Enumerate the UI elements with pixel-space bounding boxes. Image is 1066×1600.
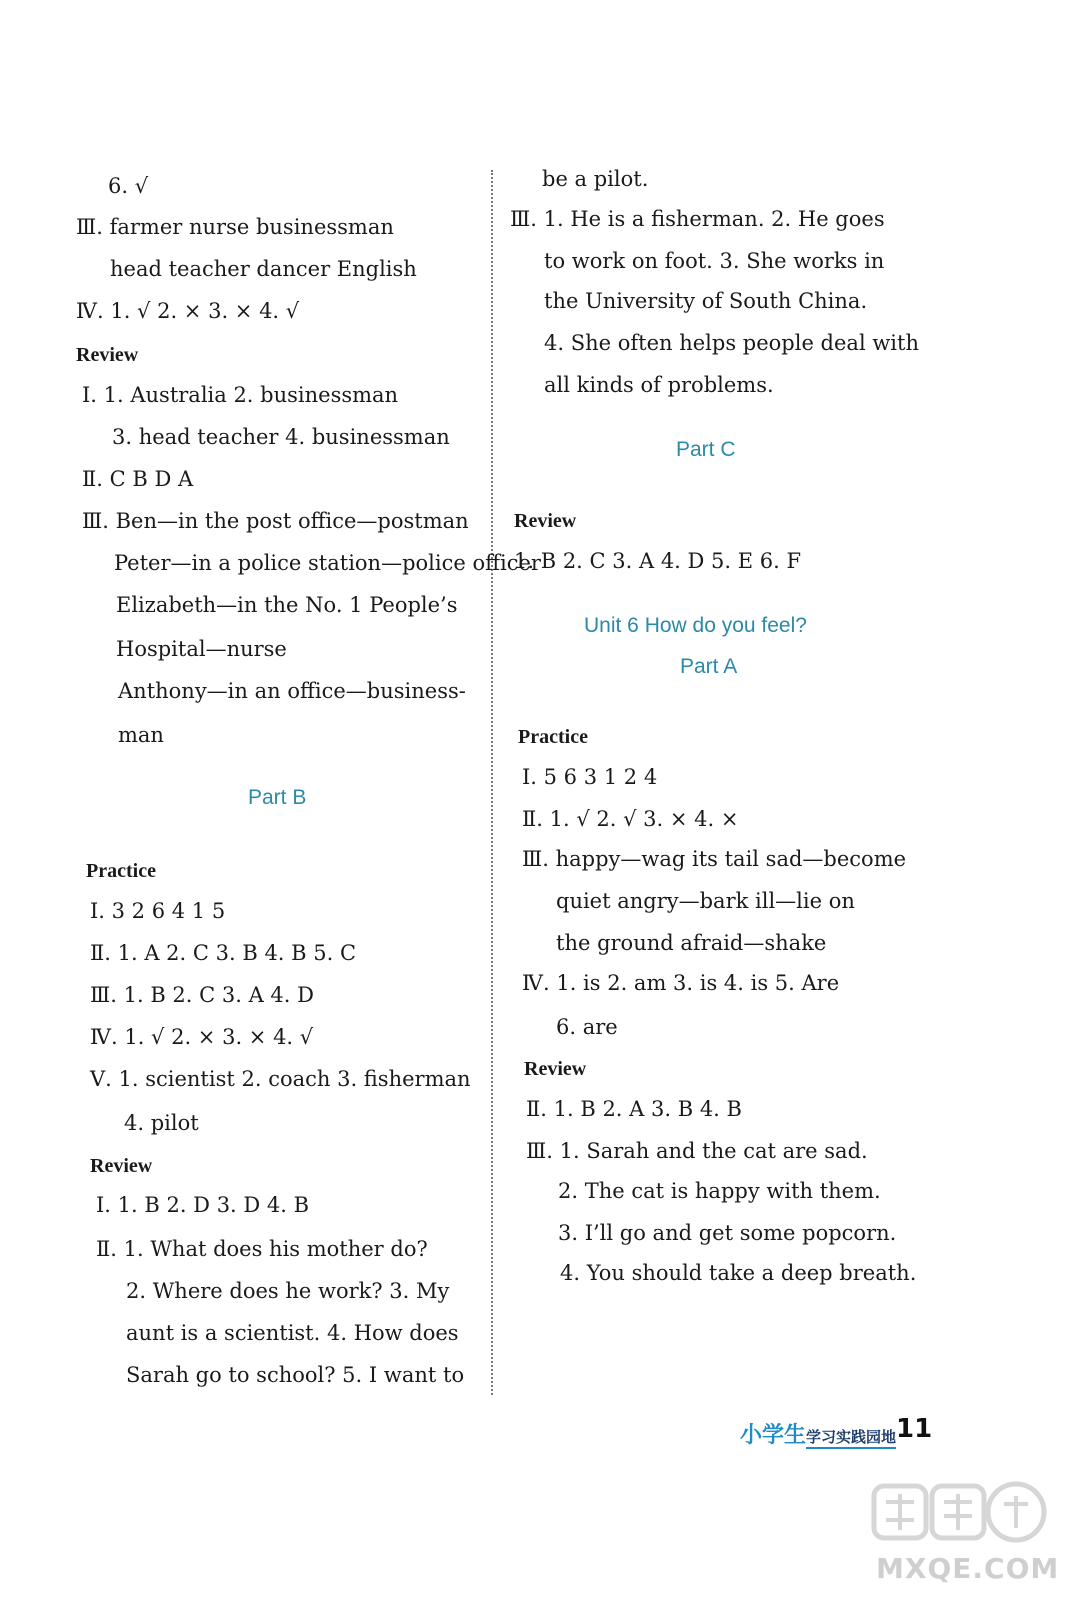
answer-line: all kinds of problems. (544, 373, 774, 397)
answer-line: 3. I’ll go and get some popcorn. (558, 1221, 897, 1245)
answer-line: Ⅲ. Ben—in the post office—postman (82, 509, 469, 533)
answer-line: 2. The cat is happy with them. (558, 1179, 881, 1203)
answer-line: Ⅱ. 1. What does his mother do? (96, 1237, 428, 1261)
answer-line: Sarah go to school? 5. I want to (126, 1363, 465, 1387)
answer-line: Ⅱ. 1. A 2. C 3. B 4. B 5. C (90, 941, 357, 965)
answer-line: head teacher dancer English (110, 257, 417, 281)
answer-line: be a pilot. (542, 167, 649, 191)
answer-line: Ⅲ. 1. He is a fisherman. 2. He goes (510, 207, 885, 231)
answer-line: the University of South China. (544, 289, 868, 313)
answer-line: aunt is a scientist. 4. How does (126, 1321, 459, 1345)
brand-logo (740, 1418, 896, 1446)
answer-line: 4. pilot (124, 1111, 199, 1135)
answer-line: Ⅱ. 1. √ 2. √ 3. × 4. × (522, 807, 739, 831)
answer-line: Ⅳ. 1. √ 2. × 3. × 4. √ (90, 1025, 314, 1049)
answer-line: Ⅳ. 1. is 2. am 3. is 4. is 5. Are (522, 971, 840, 995)
page-number: 11 (896, 1414, 933, 1444)
brand-main-text: 小学生 (740, 1423, 807, 1448)
section-heading-review: Review (76, 344, 139, 366)
answer-line: 3. head teacher 4. businessman (112, 425, 450, 449)
answer-line: Ⅳ. 1. √ 2. × 3. × 4. √ (76, 299, 300, 323)
watermark-text: MXQE.COM (876, 1552, 1060, 1585)
answer-line: 1. B 2. C 3. A 4. D 5. E 6. F (514, 549, 802, 573)
answer-line: to work on foot. 3. She works in (544, 249, 885, 273)
answer-line: the ground afraid—shake (556, 931, 827, 955)
answer-line: Ⅲ. farmer nurse businessman (76, 215, 394, 239)
section-heading-review: Review (524, 1058, 587, 1080)
section-heading-review: Review (514, 510, 577, 532)
answer-line: Ⅴ. 1. scientist 2. coach 3. fisherman (90, 1067, 471, 1091)
answer-line: Ⅲ. happy—wag its tail sad—become (522, 847, 907, 871)
answer-line: man (118, 723, 164, 747)
answer-line: Ⅱ. 1. B 2. A 3. B 4. B (526, 1097, 742, 1121)
answer-line: Ⅰ. 1. B 2. D 3. D 4. B (96, 1193, 310, 1217)
answer-line: Ⅰ. 3 2 6 4 1 5 (90, 899, 226, 923)
answer-line: Ⅱ. C B D A (82, 467, 194, 491)
section-heading-practice: Practice (86, 860, 156, 882)
part-title-c: Part C (676, 438, 736, 461)
answer-line: Ⅲ. 1. Sarah and the cat are sad. (526, 1139, 868, 1163)
answer-line: Elizabeth—in the No. 1 People’s (116, 593, 458, 617)
section-heading-practice: Practice (518, 726, 588, 748)
answer-line: 4. She often helps people deal with (544, 331, 919, 355)
answer-line: Ⅲ. 1. B 2. C 3. A 4. D (90, 983, 314, 1007)
unit-title: Unit 6 How do you feel? (584, 614, 807, 637)
answer-line: 6. are (556, 1015, 618, 1039)
answer-line: Anthony—in an office—business- (118, 679, 466, 703)
answer-line: quiet angry—bark ill—lie on (556, 889, 855, 913)
section-heading-review: Review (90, 1155, 153, 1177)
part-title-b: Part B (248, 786, 307, 809)
answer-line: Ⅰ. 5 6 3 1 2 4 (522, 765, 658, 789)
answer-line: 2. Where does he work? 3. My (126, 1279, 450, 1303)
answer-line: Ⅰ. 1. Australia 2. businessman (82, 383, 399, 407)
brand-sub-text: 学习实践园地 (806, 1428, 896, 1449)
part-title-a: Part A (680, 655, 738, 678)
answer-line: Peter—in a police station—police officer (114, 551, 541, 575)
answer-line: 4. You should take a deep breath. (560, 1261, 917, 1285)
answer-line: 6. √ (108, 174, 149, 198)
column-divider (491, 170, 493, 1395)
answer-line: Hospital—nurse (116, 637, 287, 661)
